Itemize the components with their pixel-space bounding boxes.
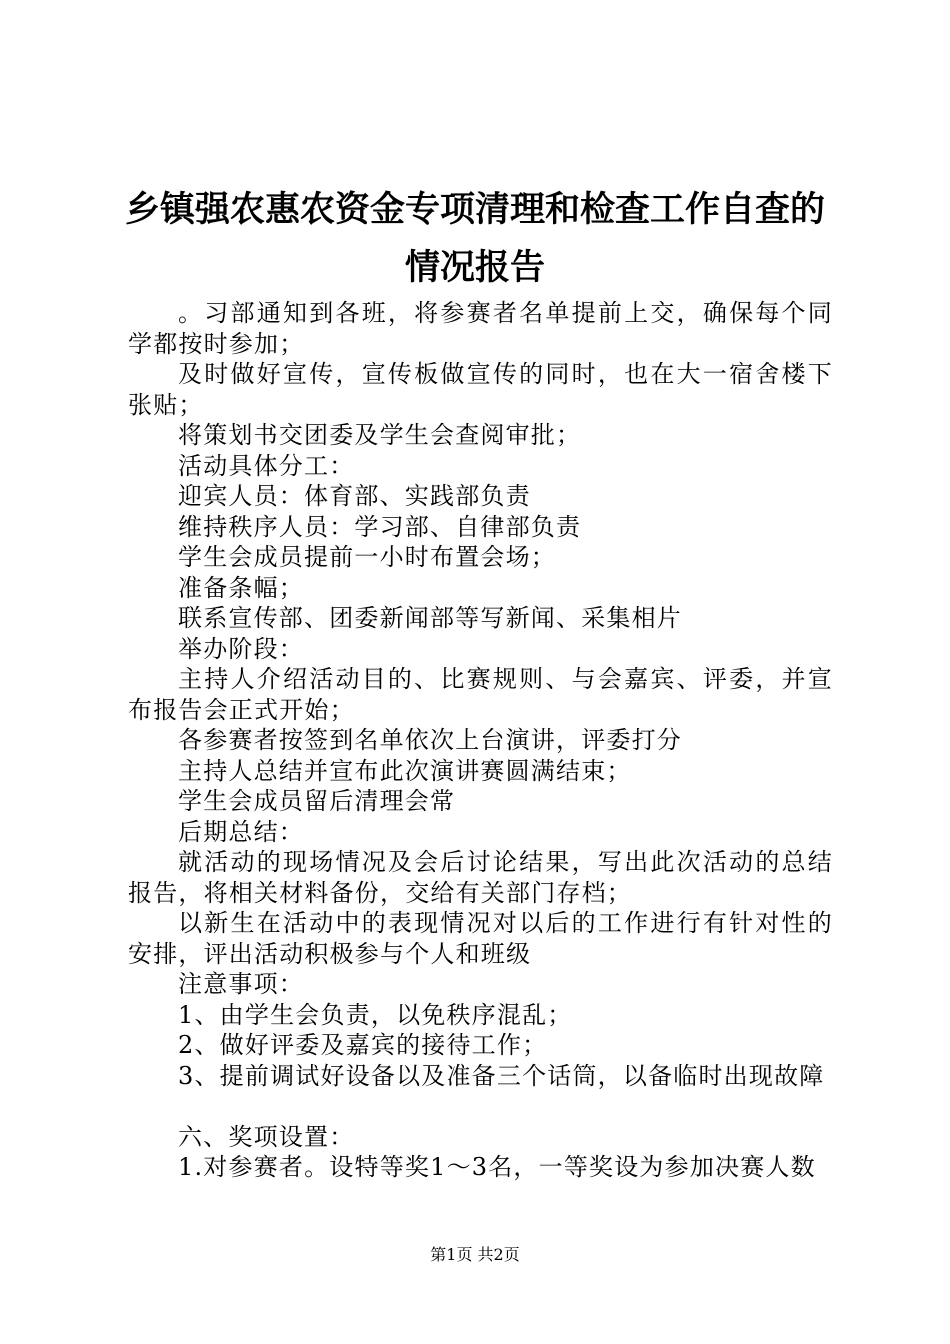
document-title-line-1: 乡镇强农惠农资金专项清理和检查工作自查的 xyxy=(124,189,825,230)
body-paragraph: 1.对参赛者。设特等奖1～3名，一等奖设为参加决赛人数 xyxy=(178,1153,816,1181)
body-paragraph: 就活动的现场情况及会后讨论结果，写出此次活动的总结报告，将相关材料备份，交给有关部门存档； xyxy=(128,848,833,907)
body-paragraph: 及时做好宣传，宣传板做宣传的同时，也在大一宿舍楼下张贴； xyxy=(128,360,833,419)
body-paragraph: 维持秩序人员：学习部、自律部负责 xyxy=(178,512,582,541)
body-paragraph: 学生会成员提前一小时布置会场； xyxy=(178,543,556,571)
body-paragraph: 准备条幅； xyxy=(178,573,304,602)
body-paragraph: 各参赛者按签到名单依次上台演讲，评委打分 xyxy=(178,726,682,754)
body-paragraph: 后期总结： xyxy=(178,817,304,846)
body-paragraph: 2、做好评委及嘉宾的接待工作； xyxy=(178,1031,548,1059)
body-paragraph: 六、奖项设置： xyxy=(178,1122,355,1151)
body-paragraph: 联系宣传部、团委新闻部等写新闻、采集相片 xyxy=(178,604,682,632)
document-title-line-2: 情况报告 xyxy=(404,247,545,288)
body-paragraph: 学生会成员留后清理会常 xyxy=(178,787,456,815)
body-paragraph: 1、由学生会负责，以免秩序混乱； xyxy=(178,1000,573,1029)
body-paragraph: 将策划书交团委及学生会查阅审批； xyxy=(178,421,582,449)
body-paragraph: 举办阶段： xyxy=(178,634,304,663)
body-paragraph: 活动具体分工： xyxy=(178,451,355,480)
body-paragraph: 。习部通知到各班，将参赛者名单提前上交，确保每个同学都按时参加； xyxy=(128,299,833,358)
body-paragraph: 主持人介绍活动目的、比赛规则、与会嘉宾、评委，并宣布报告会正式开始； xyxy=(128,665,833,724)
body-paragraph: 3、提前调试好设备以及准备三个话筒，以备临时出现故障 xyxy=(178,1061,825,1090)
page-footer: 第1页 共2页 xyxy=(430,1245,520,1264)
body-paragraph: 以新生在活动中的表现情况对以后的工作进行有针对性的安排，评出活动积极参与个人和班级 xyxy=(128,909,833,968)
body-paragraph xyxy=(128,1091,833,1122)
body-paragraph: 主持人总结并宣布此次演讲赛圆满结束； xyxy=(178,756,632,785)
body-paragraph: 注意事项： xyxy=(178,970,304,998)
body-paragraph: 迎宾人员：体育部、实践部负责 xyxy=(178,482,531,510)
document-body xyxy=(128,298,833,1183)
